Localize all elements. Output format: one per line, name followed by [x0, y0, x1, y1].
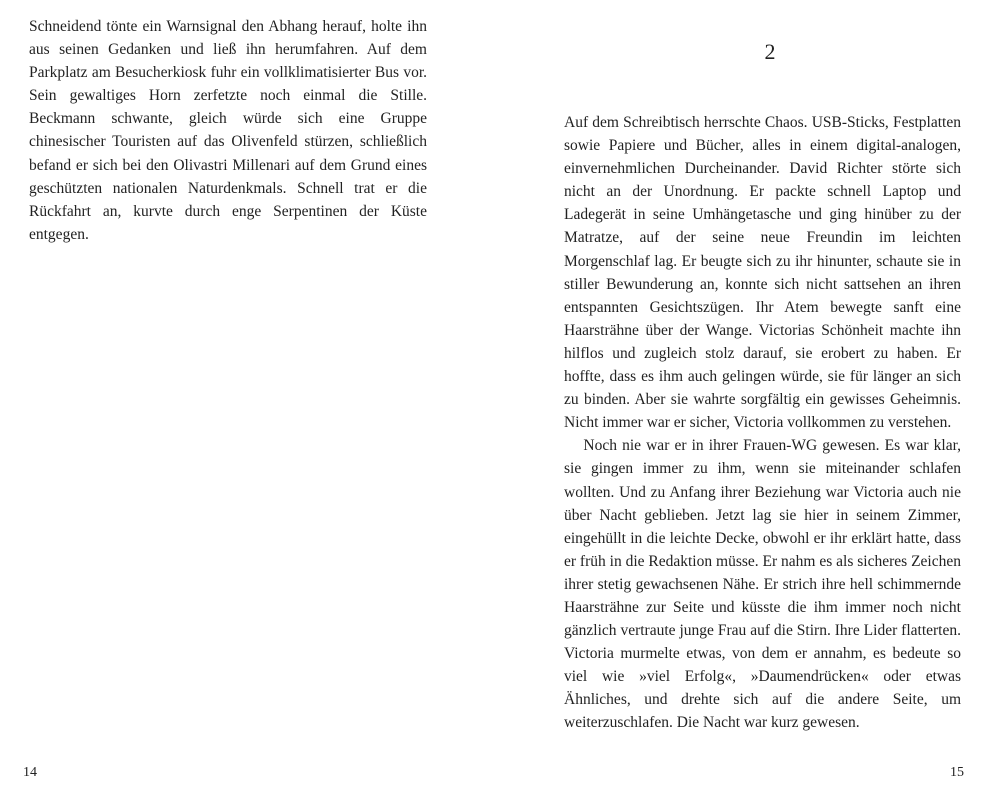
- right-page: [500, 0, 1000, 800]
- page-number-right: 15: [950, 765, 964, 780]
- chapter-number: 2: [764, 39, 776, 64]
- left-paragraph-1: Schneidend tönte ein Warnsignal den Abhang herauf, holte ihn aus seinen Gedanken und ließ ihn herumfahren. Auf dem Parkplatz am Besucherkiosk fuhr ein vollklimatisierter Bus vor. Sein gewaltiges Horn zerfetzte noch einmal die Stille. Beckmann schwante, gleich würde sich eine Gruppe chinesischer Touristen auf das Olivenfeld stürzen, schließlich befand er sich bei den Olivastri Millenari auf dem Grund eines geschützten nationalen Naturdenkmals. Schnell trat er die Rückfahrt an, kurvte durch enge Serpentinen der Küste entgegen.: [29, 18, 427, 243]
- right-page-body: [564, 111, 961, 735]
- page-number-left: 14: [23, 765, 37, 780]
- right-paragraph-1: Auf dem Schreibtisch herrschte Chaos. USB-Sticks, Festplatten sowie Papiere und Bücher, alles in einem digital-analogen, einvernehmlichen Durcheinander. David Richter störte sich nicht an der Unordnung. Er packte schnell Laptop und Ladegerät in seine Umhängetasche und ging hinüber zu der Matratze, auf der seine neue Freundin im leichten Morgenschlaf lag. Er beugte sich zu ihr hinunter, schaute sie in stiller Bewunderung an, konnte sich nicht sattsehen an ihren entspannten Gesichtszügen. Ihr Atem bewegte sanft eine Haarsträhne über der Wange. Victorias Schönheit machte ihn hilflos und zugleich stolz darauf, sie erobert zu haben. Er hoffte, dass es ihm auch gelingen würde, sie für länger an sich zu binden. Aber sie wahrte sorgfältig ein gewisses Geheimnis. Nicht immer war er sicher, Victoria vollkommen zu verstehen.: [564, 114, 961, 432]
- right-paragraph-2: Noch nie war er in ihrer Frauen-WG gewesen. Es war klar, sie gingen immer zu ihm, wenn sie miteinander schlafen wollten. Und zu Anfang ihrer Beziehung war Victoria auch nie über Nacht geblieben. Jetzt lag sie hier in seinem Zimmer, eingehüllt in die leichte Decke, obwohl er ihr erklärt hatte, dass er früh in die Redaktion müsse. Er nahm es als sicheres Zeichen ihrer stetig gewachsenen Nähe. Er strich ihre hell schimmernde Haarsträhne zur Seite und küsste die ihm immer noch nicht gänzlich vertraute junge Frau auf die Stirn. Ihre Lider flatterten. Victoria murmelte etwas, von dem er annahm, es bedeute so viel wie »viel Erfolg«, »Daumendrücken« oder etwas Ähnliches, und drehte sich auf die andere Seite, um weiterzuschlafen. Die Nacht war kurz gewesen.: [564, 437, 961, 732]
- left-page-body: [29, 15, 427, 246]
